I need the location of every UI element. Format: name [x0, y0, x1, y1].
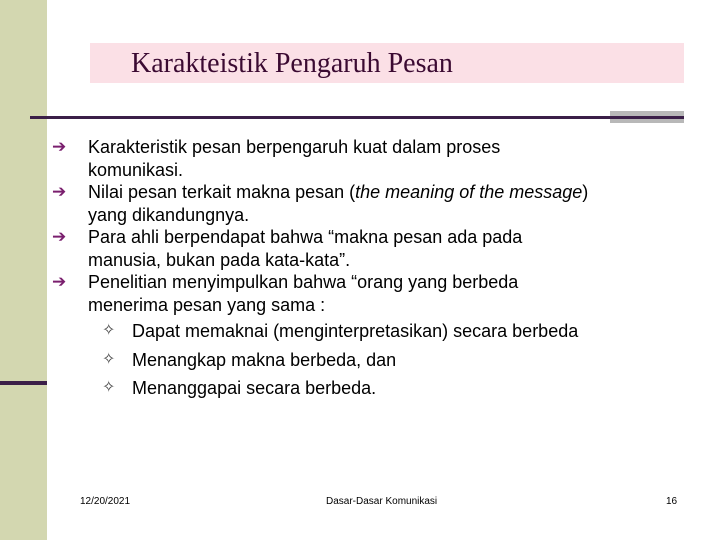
- four-point-star-icon: ✧: [102, 350, 116, 368]
- divider-gray-block-line: [610, 116, 684, 119]
- left-decorative-bar: [0, 0, 47, 540]
- bullet-text: Para ahli berpendapat bahwa “makna pesan ada pada: [88, 227, 523, 247]
- bullet-item: [52, 181, 692, 226]
- slide-title: Karakteistik Pengaruh Pesan: [131, 48, 453, 79]
- four-point-star-icon: ✧: [102, 379, 116, 396]
- bullet-text: [88, 181, 692, 204]
- sub-bullet-item: [52, 377, 692, 400]
- bullet-text-part: ): [582, 182, 589, 202]
- bullet-text-part: Nilai pesan terkait makna pesan (: [88, 182, 356, 202]
- bullet-text: Karakteristik pesan berpengaruh kuat dalam proses: [88, 137, 501, 157]
- footer-course-title: Dasar-Dasar Komunikasi: [326, 496, 438, 507]
- bullet-text: Penelitian menyimpulkan bahwa “orang yang berbeda: [88, 272, 519, 292]
- bullet-item: [52, 136, 692, 181]
- sub-bullet-item: [52, 320, 692, 343]
- bullet-text: menerima pesan yang sama :: [88, 294, 326, 315]
- sub-bullet-text: Dapat memaknai (menginterpretasikan) secara berbeda: [132, 321, 579, 341]
- arrow-right-icon: ➔: [52, 182, 67, 201]
- sub-bullet-item: [52, 349, 692, 372]
- sub-bullet-text: Menangkap makna berbeda, dan: [132, 349, 397, 370]
- title-divider-line: [30, 116, 684, 119]
- footer-date: 12/20/2021: [80, 496, 131, 507]
- bullet-text: yang dikandungnya.: [88, 204, 250, 225]
- arrow-right-icon: ➔: [52, 137, 67, 156]
- bullet-list: [52, 136, 692, 400]
- footer-page-number: 16: [666, 496, 678, 507]
- bullet-text-italic: the meaning of the message: [355, 182, 583, 202]
- bullet-item: [52, 226, 692, 271]
- arrow-right-icon: ➔: [52, 227, 67, 246]
- four-point-star-icon: ✧: [102, 322, 116, 339]
- bullet-text: manusia, bukan pada kata-kata”.: [88, 249, 351, 270]
- sub-bullet-text: Menanggapai secara berbeda.: [132, 378, 377, 398]
- arrow-right-icon: ➔: [52, 272, 67, 291]
- bullet-text: komunikasi.: [88, 159, 184, 180]
- bullet-item: [52, 271, 692, 316]
- left-bar-accent-line: [0, 381, 47, 385]
